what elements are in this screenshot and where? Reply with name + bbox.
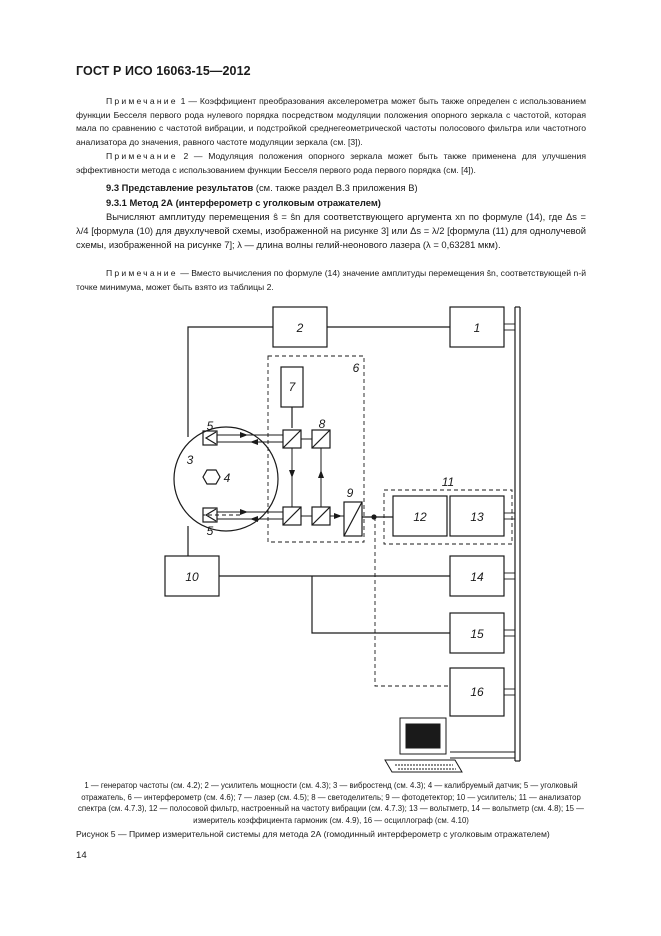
body-paragraph: Вычисляют амплитуду перемещения ŝ = ŝn для соответствующего аргумента xn по формуле (14), где Δs = λ/4 [формула (10) для двухлучевой схемы, изображенной на рисунке 3] или Δs = λ/2 [формула (11) для однолучевой схемы, изображенной на рисунке 7]; λ — длина волны гелий-неонового лазера (λ = 0,63281 мкм). bbox=[76, 211, 586, 251]
note-3-text: — Вместо вычисления по формуле (14) значение амплитуды перемещения ŝn, соответствующей n-й точке минимума, может быть взято из таблицы 2. bbox=[76, 268, 586, 292]
label-4: 4 bbox=[223, 471, 231, 485]
label-10: 10 bbox=[185, 570, 199, 584]
label-11: 11 bbox=[441, 475, 455, 489]
label-9: 9 bbox=[346, 486, 354, 500]
section-ref: (см. также раздел В.3 приложения В) bbox=[253, 182, 418, 193]
label-8: 8 bbox=[318, 417, 326, 431]
note-3-lead: Примечание bbox=[106, 268, 178, 278]
label-13: 13 bbox=[470, 510, 484, 524]
label-1: 1 bbox=[473, 321, 481, 335]
label-7: 7 bbox=[288, 380, 296, 394]
label-12: 12 bbox=[413, 510, 427, 524]
note-2-text: 2 — Модуляция положения опорного зеркала может быть также применена для улучшения эффективности метода с использованием функции Бесселя первого рода первого порядка (см. [4]). bbox=[76, 151, 586, 175]
label-5a: 5 bbox=[206, 419, 214, 433]
figure-caption: Рисунок 5 — Пример измерительной системы для метода 2А (гомодинный интерферометр с уголковым отражателем) bbox=[76, 829, 550, 839]
subsection-heading: 9.3.1 Метод 2А (интерферометр с уголковым отражателем) bbox=[106, 197, 381, 208]
label-6: 6 bbox=[352, 361, 360, 375]
label-15: 15 bbox=[470, 627, 484, 641]
note-1-lead: Примечание bbox=[106, 96, 178, 106]
interferometer-outline bbox=[268, 356, 364, 542]
label-5b: 5 bbox=[206, 524, 214, 538]
note-2-lead: Примечание bbox=[106, 151, 178, 161]
label-14: 14 bbox=[470, 570, 484, 584]
label-2: 2 bbox=[296, 321, 304, 335]
sensor-hexagon bbox=[203, 470, 220, 484]
note-1-text: 1 — Коэффициент преобразования акселерометра может быть также определен с использованием функции Бесселя первого рода нулевого порядка посредством модуляции положения опорного зеркала с частотой, которая мала по сравнению с частотой вибрации, и подстройкой среднегеометрической частоты полосового фильтра или частотного анализатора до значения, равного частоте модуляции зеркала (см. [3]). bbox=[76, 96, 586, 147]
document-header: ГОСТ Р ИСО 16063-15—2012 bbox=[76, 64, 251, 78]
section-title: Представление результатов bbox=[121, 182, 254, 193]
section-number: 9.3 bbox=[106, 182, 120, 193]
computer-icon bbox=[385, 718, 462, 772]
figure-legend: 1 — генератор частоты (см. 4.2); 2 — усилитель мощности (см. 4.3); 3 — вибростенд (см. 4.3); 4 — калибруемый датчик; 5 — уголковый отражатель, 6 — интерферометр (см. 4.6); 7 — лазер (см. 4.5); 8 — светоделитель; 9 — фотодетектор; 10 — усилитель; 11 — анализатор спектра (см. 4.7.3), 12 — полосовой фильтр, настроенный на частоту вибрации (см. 4.7.3); 13 — вольтметр, 14 — вольтметр (см. 4.8); 15 — измеритель коэффициента гармоник (см. 4.9), 16 — осциллограф (см. 4.10) bbox=[78, 781, 584, 825]
page-number: 14 bbox=[76, 850, 87, 861]
label-3: 3 bbox=[186, 453, 194, 467]
label-16: 16 bbox=[470, 685, 484, 699]
